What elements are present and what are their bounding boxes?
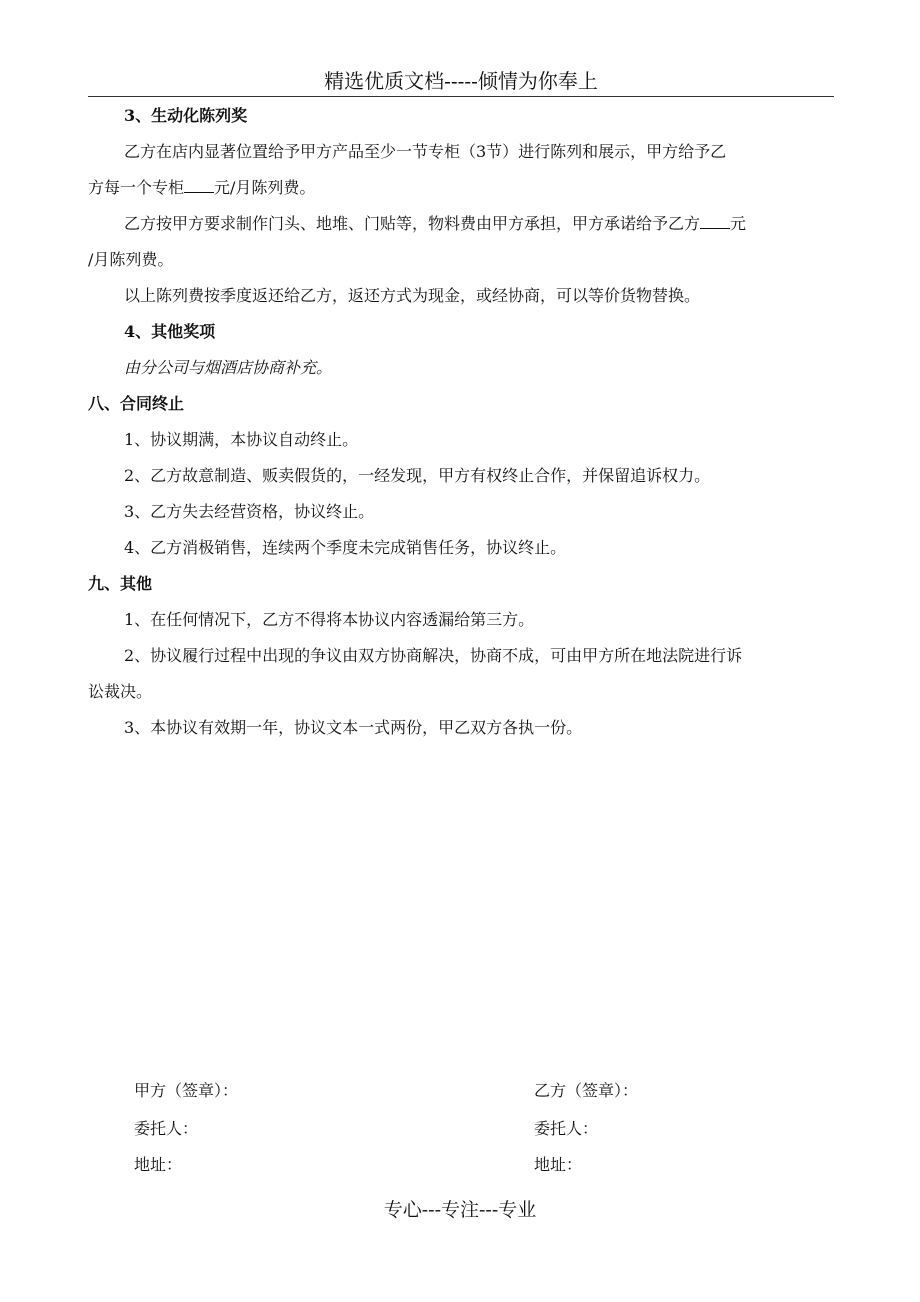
- section-4-text: 由分公司与烟酒店协商补充。: [124, 358, 333, 377]
- section-3-paragraph-3: 以上陈列费按季度返还给乙方，返还方式为现金，或经协商，可以等价货物替换。: [124, 286, 701, 305]
- fee-blank: [700, 214, 730, 229]
- party-b-address-label: 地址：: [534, 1155, 583, 1174]
- section-8-item: 2、乙方故意制造、贩卖假货的，一经发现，甲方有权终止合作，并保留追诉权力。: [124, 466, 711, 485]
- section-9-item-1: 1、在任何情况下，乙方不得将本协议内容透漏给第三方。: [124, 610, 535, 629]
- party-a-seal-label: 甲方（签章）：: [134, 1081, 239, 1100]
- section-8-item: 3、乙方失去经营资格，协议终止。: [124, 502, 375, 521]
- section-4-title: 4、其他奖项: [124, 322, 216, 341]
- page-header: 精选优质文档-----倾情为你奉上: [324, 69, 598, 93]
- section-9-title: 九、其他: [88, 574, 153, 593]
- section-8-title: 八、合同终止: [88, 394, 185, 413]
- party-b-agent-label: 委托人：: [534, 1119, 599, 1138]
- party-a-agent-label: 委托人：: [134, 1119, 199, 1138]
- document-body: [88, 98, 840, 746]
- section-9-item-3: 3、本协议有效期一年，协议文本一式两份，甲乙双方各执一份。: [124, 718, 583, 737]
- section-3-paragraph-2: 乙方按甲方要求制作门头、地堆、门贴等，物料费由甲方承担，甲方承诺给予乙方 元: [124, 214, 747, 233]
- section-3-title: 3、生动化陈列奖: [124, 106, 248, 125]
- section-3-paragraph-2-cont: /月陈列费。: [88, 250, 174, 269]
- section-8-item: 1、协议期满，本协议自动终止。: [124, 430, 359, 449]
- section-3-paragraph-1-cont: 方每一个专柜 元/月陈列费。: [88, 178, 316, 197]
- section-9-item-2-cont: 讼裁决。: [88, 682, 153, 701]
- party-b-seal-label: 乙方（签章）：: [534, 1081, 639, 1100]
- header-rule: [88, 96, 834, 97]
- section-9-item-2: 2、协议履行过程中出现的争议由双方协商解决，协商不成，可由甲方所在地法院进行诉: [124, 646, 743, 665]
- fee-blank: [184, 178, 214, 193]
- party-a-address-label: 地址：: [134, 1155, 183, 1174]
- page-footer: 专心---专注---专业: [383, 1199, 537, 1221]
- section-3-paragraph-1: 乙方在店内显著位置给予甲方产品至少一节专柜（3节）进行陈列和展示，甲方给予乙: [124, 142, 727, 161]
- section-8-item: 4、乙方消极销售，连续两个季度未完成销售任务，协议终止。: [124, 538, 567, 557]
